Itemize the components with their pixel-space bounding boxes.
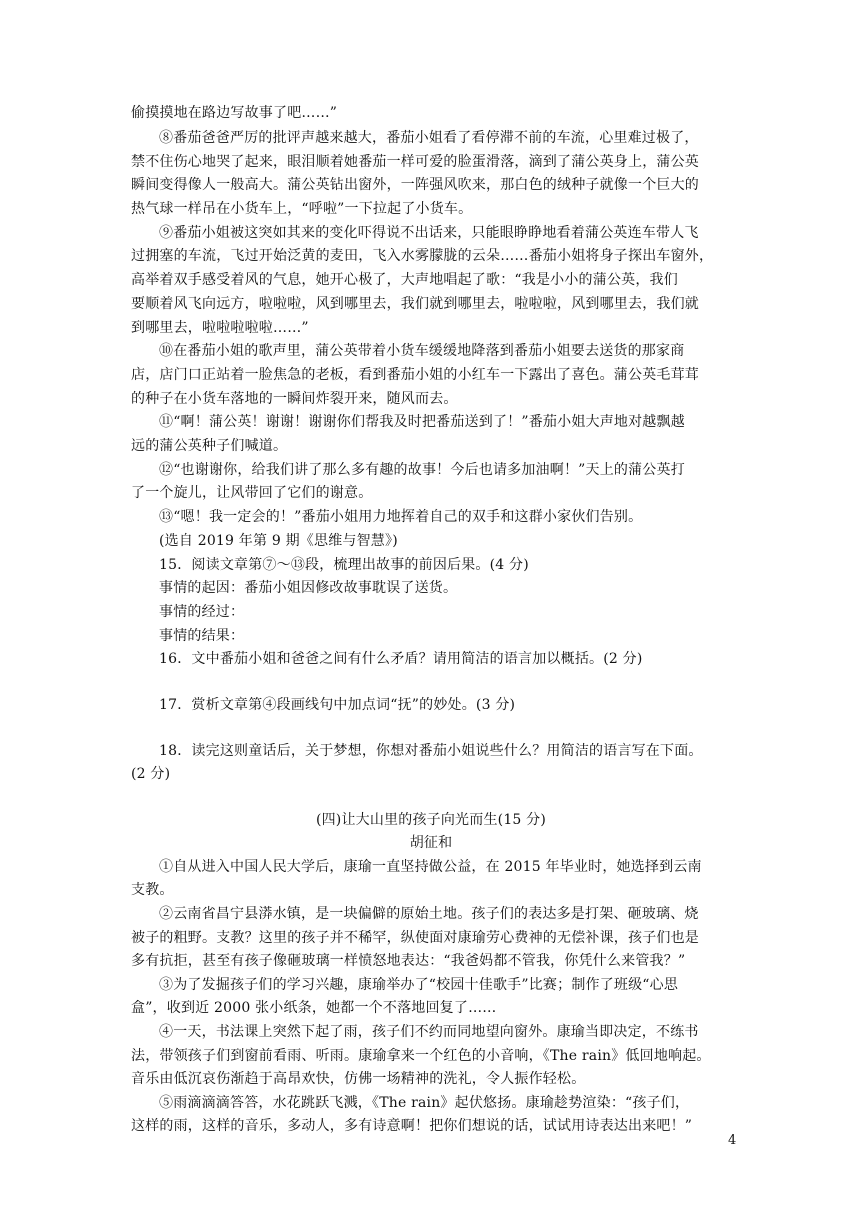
page-number: 4 <box>728 1133 737 1148</box>
text-line: ⑬“嗯！我一定会的！”番茄小姐用力地挥着自己的双手和这群小家伙们告别。 <box>159 509 643 525</box>
text-line: ③为了发掘孩子们的学习兴趣，康瑜举办了“校园十佳歌手”比赛；制作了班级“心思 <box>159 977 679 993</box>
text-line: ⑫“也谢谢你，给我们讲了那么多有趣的故事！今后也请多加油啊！”天上的蒲公英打 <box>159 462 685 478</box>
answer-cause: 事情的起因：番茄小姐因修改故事耽误了送货。 <box>159 580 458 596</box>
question-16: 16．文中番茄小姐和爸爸之间有什么矛盾？请用简洁的语言加以概括。(2 分) <box>159 651 643 667</box>
text-line: ⑨番茄小姐被这突如其来的变化吓得说不出话来，只能眼睁睁地看着蒲公英连车带人飞 <box>159 225 699 241</box>
text-line: ⑩在番茄小姐的歌声里，蒲公英带着小货车缓缓地降落到番茄小姐要去送货的那家商 <box>159 343 685 359</box>
answer-result: 事情的结果： <box>159 628 245 644</box>
text-line: 禁不住伤心地哭了起来，眼泪顺着她番茄一样可爱的脸蛋滑落，滴到了蒲公英身上，蒲公英 <box>131 154 699 170</box>
text-line: 热气球一样吊在小货车上，“呼啦”一下拉起了小货车。 <box>131 201 473 217</box>
text-line: ⑤雨滴滴滴答答，水花跳跃飞溅，《The rain》起伏悠扬。康瑜趁势渲染：“孩子们， <box>159 1095 690 1111</box>
question-18-points: (2 分) <box>131 766 171 782</box>
source-citation: (选自 2019 年第 9 期《思维与智慧》) <box>159 533 398 549</box>
section-title: (四)让大山里的孩子向光而生(15 分) <box>315 812 547 828</box>
text-line: 了一个旋儿，让风带回了它们的谢意。 <box>131 485 373 501</box>
text-line: 的种子在小货车落地的一瞬间炸裂开来，随风而去。 <box>131 391 458 407</box>
text-line: ⑧番茄爸爸严厉的批评声越来越大，番茄小姐看了看停滞不前的车流，心里难过极了， <box>159 130 699 146</box>
text-line: 瞬间变得像人一般高大。蒲公英钻出窗外，一阵强风吹来，那白色的绒种子就像一个巨大的 <box>131 177 699 193</box>
text-line: 店，店门口正站着一脸焦急的老板，看到番茄小姐的小红车一下露出了喜色。蒲公英毛茸茸 <box>131 367 699 383</box>
question-15: 15．阅读文章第⑦～⑬段，梳理出故事的前因后果。(4 分) <box>159 557 529 573</box>
text-line: 偷摸摸地在路边写故事了吧……” <box>131 105 338 121</box>
text-line: 多有抗拒，甚至有孩子像砸玻璃一样愤怒地表达：“我爸妈都不管我，你凭什么来管我？” <box>131 953 686 969</box>
text-line: 到哪里去，啦啦啦啦啦……” <box>131 320 309 336</box>
text-line: ④一天，书法课上突然下起了雨，孩子们不约而同地望向窗外。康瑜当即决定，不练书 <box>159 1024 699 1040</box>
text-line: ⑪“啊！蒲公英！谢谢！谢谢你们帮我及时把番茄送到了！”番茄小姐大声地对越飘越 <box>159 414 685 430</box>
text-line: 音乐由低沉哀伤渐趋于高昂欢快，仿佛一场精神的洗礼，令人振作轻松。 <box>131 1071 586 1087</box>
text-line: 法，带领孩子们到窗前看雨、听雨。康瑜拿来一个红色的小音响，《The rain》低回地响起。 <box>131 1048 711 1064</box>
text-line: 高举着双手感受着风的气息，她开心极了，大声地唱起了歌：“我是小小的蒲公英，我们 <box>131 272 678 288</box>
text-line: 要顺着风飞向远方，啦啦啦，风到哪里去，我们就到哪里去，啦啦啦，风到哪里去，我们就 <box>131 296 699 312</box>
text-line: 这样的雨，这样的音乐，多动人，多有诗意啊！把你们想说的话，试试用诗表达出来吧！” <box>131 1118 693 1134</box>
question-17: 17．赏析文章第④段画线句中加点词“抚”的妙处。(3 分) <box>159 697 516 713</box>
text-line: 支教。 <box>131 882 174 898</box>
author-name: 胡征和 <box>409 835 453 851</box>
text-line: 远的蒲公英种子们喊道。 <box>131 438 288 454</box>
text-line: 过拥塞的车流，飞过开始泛黄的麦田，飞入水雾朦胧的云朵……番茄小姐将身子探出车窗外， <box>131 248 714 264</box>
text-line: 被子的粗野。支教？这里的孩子并不稀罕，纵使面对康瑜劳心费神的无偿补课，孩子们也是 <box>131 930 699 946</box>
text-line: ②云南省昌宁县漭水镇，是一块偏僻的原始土地。孩子们的表达多是打架、砸玻璃、烧 <box>159 906 699 922</box>
question-18: 18．读完这则童话后，关于梦想，你想对番茄小姐说些什么？用简洁的语言写在下面。 <box>159 743 703 759</box>
text-line: 盒”，收到近 2000 张小纸条，她都一个不落地回复了…… <box>131 1000 497 1016</box>
answer-process: 事情的经过： <box>159 604 245 620</box>
text-line: ①自从进入中国人民大学后，康瑜一直坚持做公益，在 2015 年毕业时，她选择到云南 <box>159 859 702 875</box>
